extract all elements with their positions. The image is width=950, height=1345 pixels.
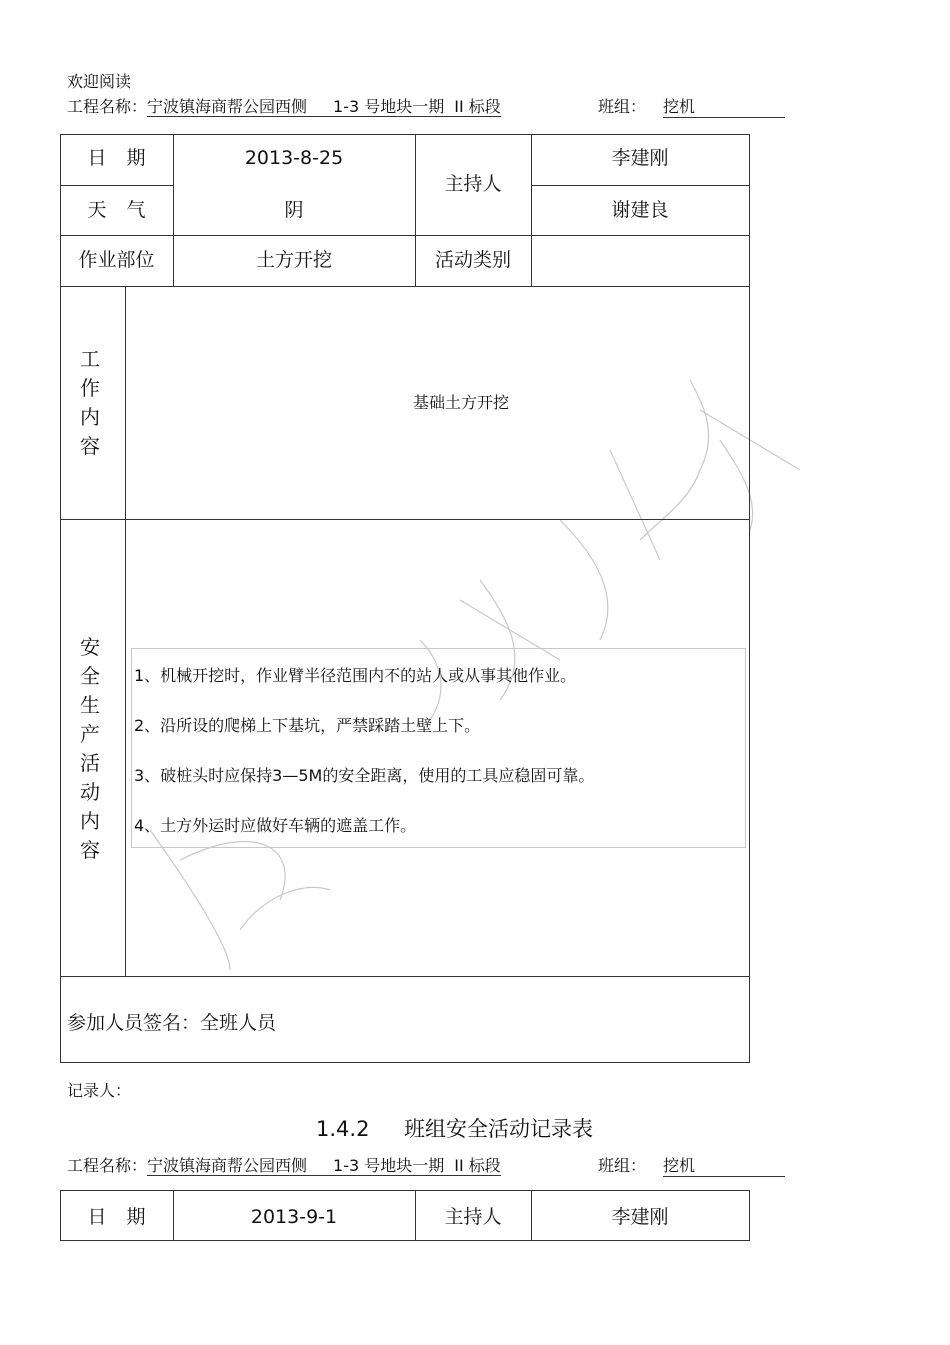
section-title: 班组安全活动记录表 [404,1117,593,1141]
date-label-2: 日 期 [87,1206,146,1228]
project-line-2 [67,1156,501,1176]
team-value: 挖机 [663,97,785,118]
team-label-2: 班组： [598,1156,647,1175]
project-label: 工程名称： [67,1156,148,1175]
host-label-2: 主持人 [444,1206,502,1228]
host-label: 主持人 [444,173,502,195]
team-value-2: 挖机 [663,1156,785,1177]
date-value: 2013-8-25 [244,147,344,169]
host-name-2: 谢建良 [611,199,669,221]
work-content-value: 基础土方开挖 [412,393,509,412]
safety-label-char: 产 [80,722,100,746]
safety-label-char: 动 [80,780,100,804]
project-block: 1-3 号地块一期 [307,1156,444,1176]
work-content-char: 容 [80,434,100,458]
project-name: 宁波镇海商帮公园西侧 [147,1156,308,1175]
location-value: 土方开挖 [255,249,332,271]
location-label: 作业部位 [78,249,155,271]
project-block: 1-3 号地块一期 [307,97,444,117]
work-content-char: 工 [80,347,100,371]
safety-item: 4、土方外运时应做好车辆的遮盖工作。 [134,816,417,835]
safety-label-char: 内 [80,809,100,833]
safety-item: 3、破桩头时应保持3—5M的安全距离，使用的工具应稳固可靠。 [134,766,595,785]
welcome-text: 欢迎阅读 [67,72,132,91]
safety-label-char: 安 [80,635,100,659]
work-content-char: 作 [80,376,100,400]
project-section: II 标段 [444,1156,501,1176]
team-label: 班组： [598,97,647,116]
safety-label-char: 活 [80,751,100,775]
host-name-2-table: 李建刚 [611,1206,669,1228]
work-content-char: 内 [80,405,100,429]
activity-type-label: 活动类别 [434,249,511,271]
safety-label-char: 容 [80,838,100,862]
safety-item: 1、机械开挖时，作业臂半径范围内不的站人或从事其他作业。 [134,666,577,685]
safety-label-char: 生 [80,693,100,717]
project-section: II 标段 [444,97,501,117]
safety-item: 2、沿所设的爬梯上下基坑，严禁踩踏土壁上下。 [134,716,481,735]
recorder-label: 记录人： [67,1081,132,1100]
project-name: 宁波镇海商帮公园西侧 [147,97,308,116]
project-line [67,97,501,117]
safety-label-char: 全 [80,664,100,688]
weather-value: 阴 [284,199,304,221]
date-label: 日 期 [87,147,146,169]
date-value-2: 2013-9-1 [250,1206,338,1228]
project-label: 工程名称： [67,97,148,116]
host-name-1: 李建刚 [611,147,669,169]
section-number: 1.4.2 [316,1117,370,1141]
participants-signature: 参加人员签名：全班人员 [67,1012,277,1034]
weather-label: 天 气 [87,199,146,221]
